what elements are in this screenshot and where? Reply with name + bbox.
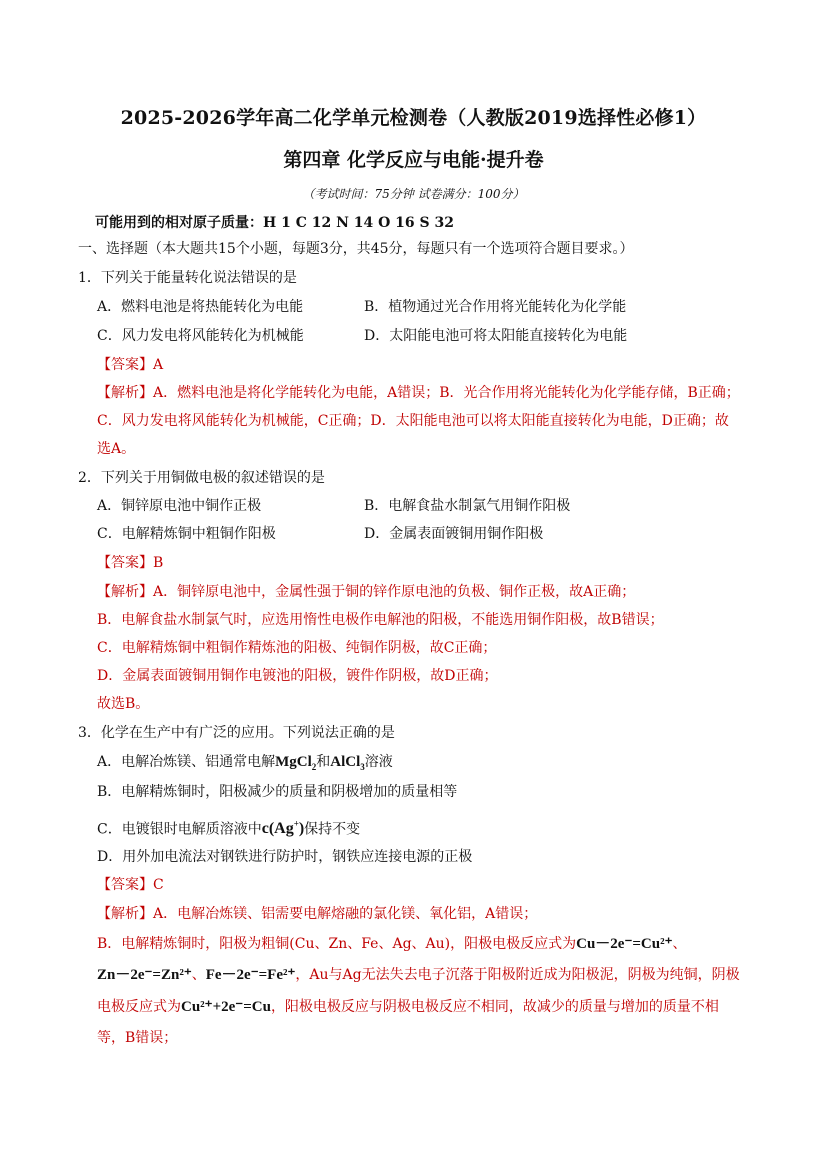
q1-explanation-1: 【解析】A．燃料电池是将化学能转化为电能，A错误；B．光合作用将光能转化为化学能存储，B正确； — [97, 385, 740, 401]
q3-option-b: B．电解精炼铜时，阳极减少的质量和阴极增加的质量相等 — [97, 784, 458, 800]
chapter-subtitle: 第四章 化学反应与电能·提升卷 — [283, 149, 544, 171]
q1-option-a: A．燃料电池是将热能转化为电能 — [97, 299, 304, 315]
formula-c-ag — [262, 820, 304, 837]
q1-explanation-2: C．风力发电将风能转化为机械能，C正确；D．太阳能电池可以将太阳能直接转化为电能，D正确；故 — [97, 413, 729, 429]
q2-explanation-2: B．电解食盐水制氯气时，应选用惰性电极作电解池的阳极，不能选用铜作阳极，故B错误； — [97, 612, 664, 628]
q3-option-c — [97, 815, 360, 838]
q3-explanation-5: 等，B错误； — [97, 1030, 178, 1046]
q3-explanation-1: 【解析】A．电解冶炼镁、铝需要电解熔融的氯化镁、氧化铝，A错误； — [97, 906, 538, 922]
q2-explanation-5: 故选B。 — [97, 696, 150, 712]
q1-stem: 1．下列关于能量转化说法错误的是 — [78, 270, 297, 286]
q2-answer: 【答案】B — [97, 555, 164, 571]
q3-option-a — [97, 753, 393, 776]
q1-option-c: C．风力发电将风能转化为机械能 — [97, 328, 304, 344]
formula-c-ag-sup: + — [293, 819, 299, 829]
q1-answer: 【答案】A — [97, 357, 164, 373]
q1-explanation-3: 选A。 — [97, 441, 136, 457]
q3-stem: 3．化学在生产中有广泛的应用。下列说法正确的是 — [78, 725, 395, 741]
formula-alcl3 — [330, 754, 365, 770]
q2-explanation-3: C．电解精炼铜中粗铜作精炼池的阳极、纯铜作阴极，故C正确； — [97, 640, 497, 656]
q3-explanation-2 — [97, 935, 687, 953]
q3-exp4-prefix: 电极反应式为 — [97, 999, 181, 1015]
q2-explanation-1: 【解析】A．铜锌原电池中，金属性强于铜的锌作原电池的负极、铜作正极，故A正确； — [97, 584, 636, 600]
formula-c-ag-close: ) — [298, 820, 305, 838]
formula-fe-anode: Fe－2e⁻=Fe²⁺ — [205, 967, 296, 983]
q1-option-b: B．植物通过光合作用将光能转化为化学能 — [364, 299, 627, 315]
formula-alcl3-base: AlCl — [330, 754, 361, 770]
q3-exp2-prefix: B．电解精炼铜时，阳极为粗铜(Cu、Zn、Fe、Ag、Au)，阳极电极反应式为 — [97, 936, 577, 952]
formula-alcl3-sub: 3 — [360, 762, 365, 772]
exam-info: （考试时间：75分钟 试卷满分：100分） — [302, 187, 525, 201]
q3-exp4-suffix: ，阳极电极反应与阴极电极反应不相同，故减少的质量与增加的质量不相 — [270, 999, 719, 1015]
q2-option-b: B．电解食盐水制氯气用铜作阳极 — [364, 498, 571, 514]
q1-option-d: D．太阳能电池可将太阳能直接转化为电能 — [364, 328, 628, 344]
q3-option-a-prefix: A．电解冶炼镁、铝通常电解 — [97, 754, 276, 770]
formula-mgcl2 — [275, 754, 316, 770]
section-heading: 一、选择题（本大题共15个小题，每题3分，共45分，每题只有一个选项符合题目要求。） — [78, 241, 634, 257]
q3-option-c-suffix: 保持不变 — [304, 821, 361, 838]
q2-option-c: C．电解精炼铜中粗铜作阳极 — [97, 526, 276, 542]
formula-mgcl2-sub: 2 — [311, 762, 317, 772]
q2-option-a: A．铜锌原电池中铜作正极 — [97, 498, 262, 514]
q3-exp3-suffix: ，Au与Ag无法失去电子沉落于阳极附近成为阳极泥，阴极为纯铜，阴极 — [295, 967, 740, 983]
formula-mgcl2-base: MgCl — [275, 754, 312, 770]
q3-exp3-sep: 、 — [191, 967, 206, 983]
q2-stem: 2．下列关于用铜做电极的叙述错误的是 — [78, 470, 325, 486]
q3-option-a-mid: 和 — [316, 754, 331, 770]
q3-option-d: D．用外加电流法对钢铁进行防护时，钢铁应连接电源的正极 — [97, 849, 473, 865]
q3-explanation-3 — [97, 966, 740, 984]
formula-c-ag-base: c(Ag — [261, 820, 294, 838]
exam-title: 2025-2026学年高二化学单元检测卷（人教版2019选择性必修1） — [120, 107, 707, 129]
q3-option-a-suffix: 溶液 — [364, 754, 393, 770]
formula-cu-anode: Cu－2e⁻=Cu²⁺ — [576, 936, 673, 952]
q3-exp2-suffix: 、 — [672, 936, 687, 952]
formula-zn-anode: Zn－2e⁻=Zn²⁺ — [97, 967, 192, 983]
atomic-masses: 可能用到的相对原子质量：H 1 C 12 N 14 O 16 S 32 — [95, 215, 455, 231]
q3-answer: 【答案】C — [97, 877, 164, 893]
q3-option-c-prefix: C．电镀银时电解质溶液中 — [97, 821, 262, 838]
q3-explanation-4 — [97, 998, 719, 1016]
q2-explanation-4: D．金属表面镀铜用铜作电镀池的阳极，镀件作阴极，故D正确； — [97, 668, 498, 684]
q2-option-d: D．金属表面镀铜用铜作阳极 — [364, 526, 544, 542]
formula-cu-cathode: Cu²⁺+2e⁻=Cu — [181, 999, 271, 1015]
